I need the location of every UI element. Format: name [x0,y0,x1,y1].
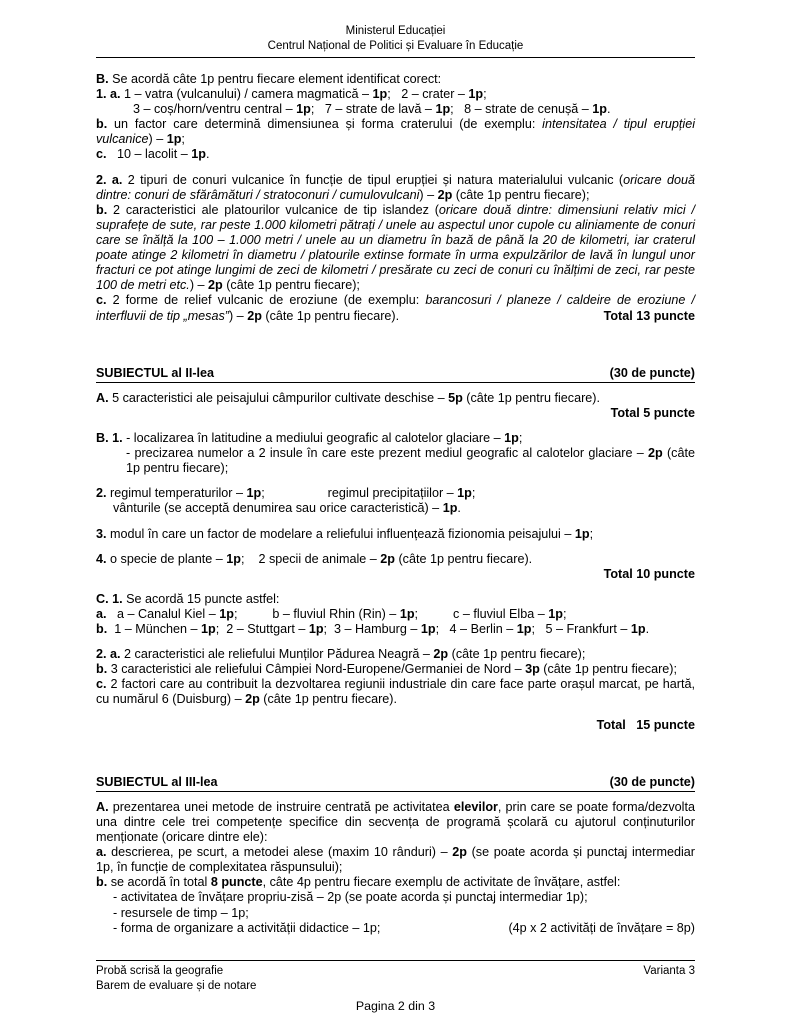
text-run: 1p [372,86,388,101]
text-run: 1p [246,486,262,501]
item-II-B1 [96,431,695,446]
page-header [96,24,695,58]
footer-doc-type: Barem de evaluare și de notare [96,979,257,992]
text-run: vânturile (se acceptă denumirea sau orice caracteristică) – [113,501,443,516]
text-run: (câte 1p pentru fiecare); [222,278,360,293]
text-run: ; 4 – Berlin – [435,622,517,637]
text-run: a – Canalul Kiel – [106,606,220,621]
text-run: regimul temperaturilor – [106,486,247,501]
text-run: descrierea, pe scurt, a metodei alese (maxim 10 rânduri) – [106,845,453,860]
text-run: . [205,147,210,162]
text-run: 1. a. [96,86,121,101]
item-II-C1-b [96,622,695,637]
text-run: 2p [452,845,467,860]
text-run: 3 – coș/horn/ventru central – [133,102,297,117]
text-run: (câte 1p pentru fiecare). [394,551,533,566]
text-run: 1p [592,102,607,117]
total-15-puncte [96,718,695,733]
text-run: oricare două dintre: conuri de sfărâmături / stratoconuri / cumulovulcani [96,172,695,202]
text-run: 2 caracteristici ale reliefului Munților Pădurea Neagră – [120,647,434,662]
item-III-a [96,845,695,875]
text-run: 1p [435,102,451,117]
total-10-puncte [96,567,695,582]
text-run: 1p [630,622,646,637]
text-run: ; [483,86,487,101]
item-II-C2c [96,677,695,707]
text-run: (30 de puncte) [609,774,695,789]
text-run: - activitatea de învățare propriu-zisă – 2p (se poate acorda și punctaj intermediar 1p); [113,890,588,905]
text-run: 5 caracteristici ale peisajului câmpurilor cultivate deschise – [108,390,449,405]
text-run: b. [96,875,108,890]
right-aligned-note: Total 13 puncte [603,308,695,323]
header-ministry-line: Ministerul Educației [345,25,446,37]
text-run: b. [96,202,108,217]
text-run: - resursele de timp – 1p; [113,905,249,920]
text-run: (câte 1p pentru fiecare); [448,647,586,662]
header-center-line: Centrul Național de Politici și Evaluare în Educație [267,39,524,52]
text-run: 1p [504,430,519,445]
text-run: ; [562,606,567,621]
text-run: 2 factori care au contribuit la dezvoltarea regiunii industriale din care face parte orașul marcat, pe hartă, cu numărul 6 (Duisburg) – [96,677,695,707]
text-run: 2. a. [96,647,121,662]
item-1c [96,147,695,162]
text-run: 1p [308,622,324,637]
text-run: barancosuri / planeze / caldeire de eroziune / interfluvii de tip „mesas” [96,293,695,323]
item-II-B1-precizarea [96,446,695,476]
text-run: 1p [191,147,206,162]
text-run: . [606,102,611,117]
text-run: se acordă în total [107,875,211,890]
subiectul-2-heading [96,366,695,383]
text-run: ; [518,430,523,445]
text-run: ; regimul precipitațiilor – [261,486,458,501]
text-run: 2 tipuri de conuri vulcanice în funcție de tipul erupției și natura materialului vulcanic ( [122,172,624,187]
item-2c [96,293,695,323]
item-III-b-dash2 [96,906,695,921]
text-run: (30 de puncte) [609,365,695,380]
text-run: 2p [437,187,453,202]
text-run: (câte 1p pentru fiecare); [452,187,590,202]
text-run: (câte 1p pentru fiecare). [261,308,400,323]
item-B-intro [96,72,695,87]
text-run: 2p [648,446,663,461]
text-run: b. [96,662,108,677]
text-run: o specie de plante – [106,551,227,566]
text-run: 1p [442,501,458,516]
text-run: ; 8 – strate de cenușă – [450,102,593,117]
text-run: ; 7 – strate de lavă – [310,102,436,117]
text-run: 1p [296,102,311,117]
text-run: 1p [420,622,436,637]
item-II-C2a [96,647,695,662]
text-run: 2p [380,551,395,566]
text-run: 3p [525,662,540,677]
text-run: Total 10 puncte [603,566,695,581]
right-aligned-note: (4p x 2 activități de învățare = 8p) [508,920,695,935]
text-run: - localizarea în latitudine a mediului geografic al calotelor glaciare – [122,430,505,445]
item-II-4 [96,552,695,567]
text-run: c. [96,147,107,162]
item-1b [96,117,695,147]
text-run: ; 2 – crater – [387,86,469,101]
text-run: 3 caracteristici ale reliefului Câmpiei Nord-Europene/Germaniei de Nord – [107,662,526,677]
subiectul-3-heading [96,775,695,792]
text-run: a. [96,845,107,860]
text-run: 1p [166,132,182,147]
text-run: 1 – vatra (vulcanului) / camera magmatică – [120,86,373,101]
text-run: ; [589,526,594,541]
text-run: 1p [219,606,234,621]
item-1a-continued [96,102,695,117]
text-run: SUBIECTUL al III-lea [96,774,218,789]
text-run: prezentarea unei metode de instruire centrată pe activitatea [108,799,454,814]
page-footer [96,960,695,1014]
item-III-b-dash1 [96,890,695,905]
document-blocks [96,58,695,936]
text-run: 2. [96,486,107,501]
item-III-A [96,800,695,845]
text-run: - forma de organizare a activității didactice – 1p; [113,920,381,935]
text-run: ; [181,132,185,147]
text-run: B. [96,71,109,86]
footer-variant: Varianta 3 [643,965,695,977]
text-run: 1p [548,606,563,621]
total-5-puncte [96,406,695,421]
text-run: . [645,622,650,637]
text-run: , prin care se poate forma/dezvolta una dintre cele trei competențe specifice din secvența de programă școlară cu ajutorul conținuturilor menționate (oricare dintre ele): [96,799,695,845]
text-run: un factor care determină dimensiunea și forma craterului (de exemplu: [107,117,543,132]
text-run: ; 3 – Hamburg – [323,622,421,637]
text-run: ) – [189,278,209,293]
text-run: c. [96,677,107,692]
text-run: Se acordă câte 1p pentru fiecare element identificat corect: [108,71,442,86]
text-run: ; [471,486,476,501]
text-run: 1 – München – [107,622,202,637]
item-II-3 [96,527,695,542]
text-run: 1p [516,622,532,637]
text-run: 1p [468,86,484,101]
footer-page-number: Pagina 2 din 3 [355,998,436,1013]
footer-exam-type: Probă scrisă la geografie [96,965,224,977]
item-II-C1 [96,592,695,607]
item-II-2-vanturile [96,501,695,516]
text-run: b. [96,117,108,132]
text-run: b. [96,622,108,637]
text-run: 2p [245,692,260,707]
text-run: 2p [208,278,223,293]
text-run: 2p [433,647,449,662]
text-run: 2. a. [96,172,123,187]
text-run: ) – [419,187,438,202]
text-run: ; 2 specii de animale – [240,551,381,566]
text-run: (câte 1p pentru fiecare); [539,662,677,677]
text-run: . [457,501,461,516]
text-run: oricare două dintre: dimensiuni relativ mici / suprafețe de sute, rar peste 1.000 kilometri pătrați / unele au aspectul unor cupole cu aliniamente de conuri care se înălță la 100 – 1.000 metri / unele au un diametru în bază de până la 20 de kilometri, iar craterul poate atinge 2 kilometri în diametru / platourile extinse formate în urma expulzărilor de lavă în lungul unor fracturi ce pot atinge lungimi de zeci de kilometri / presărate cu zeci de conuri cu înălțimi de zeci, rar peste 100 de metri etc. [96,202,695,293]
text-run: - precizarea numelor a 2 insule în care este prezent mediul geografic al calotelor glaciare – [126,446,649,461]
text-run: C. 1. [96,591,123,606]
text-run: c. [96,293,107,308]
text-run: (câte 1p pentru fiecare). [462,390,600,405]
text-run: a. [96,606,107,621]
text-run: (se poate acorda și punctaj intermediar 1p, în funcție de complexitatea răspunsului); [96,845,695,875]
text-run: 5p [448,390,463,405]
text-run: 1p [574,526,590,541]
text-run: 2p [247,308,262,323]
text-run: 1p [399,606,415,621]
text-run: elevilor [453,799,498,814]
footer-row-2 [96,979,695,994]
text-run: A. [96,799,109,814]
text-run: 3. [96,526,107,541]
text-run: Total 5 puncte [610,405,695,420]
text-run: ; 2 – Stuttgart – [215,622,309,637]
text-run: (câte 1p pentru fiecare). [259,692,397,707]
item-III-b [96,875,695,890]
text-run: intensitatea / tipul erupției vulcanice [96,117,695,147]
footer-row-1 [96,964,695,979]
text-run: 10 – lacolit – [106,147,192,162]
text-run: (câte 1p pentru fiecare); [126,446,695,476]
text-run: 8 puncte [210,875,263,890]
text-run: 2 caracteristici ale platourilor vulcanice de tip islandez ( [107,202,439,217]
text-run: Se acordă 15 puncte astfel: [122,591,280,606]
text-run: SUBIECTUL al II-lea [96,365,215,380]
item-1a [96,87,695,102]
text-run: , câte 4p pentru fiecare exemplu de activitate de învățare, astfel: [262,875,621,890]
text-run: 2 forme de relief vulcanic de eroziune (de exemplu: [106,293,426,308]
text-run: 1p [457,486,472,501]
text-run: ; b – fluviul Rhin (Rin) – [233,606,400,621]
text-run: modul în care un factor de modelare a reliefului influențează fizionomia peisajului – [106,526,575,541]
text-run: A. [96,390,109,405]
item-II-A [96,391,695,406]
item-II-2 [96,486,695,501]
item-II-C2b [96,662,695,677]
text-run: ; 5 – Frankfurt – [531,622,631,637]
item-III-b-dash3 [96,921,695,936]
item-2b [96,203,695,294]
text-run: B. 1. [96,430,123,445]
item-2a [96,173,695,203]
text-run: ) – [148,132,167,147]
text-run: 1p [226,551,241,566]
text-run: ; c – fluviul Elba – [414,606,549,621]
text-run: Total 15 puncte [596,717,695,732]
item-II-C1-a [96,607,695,622]
text-run: ) – [228,308,248,323]
text-run: 4. [96,551,107,566]
text-run: 1p [201,622,216,637]
